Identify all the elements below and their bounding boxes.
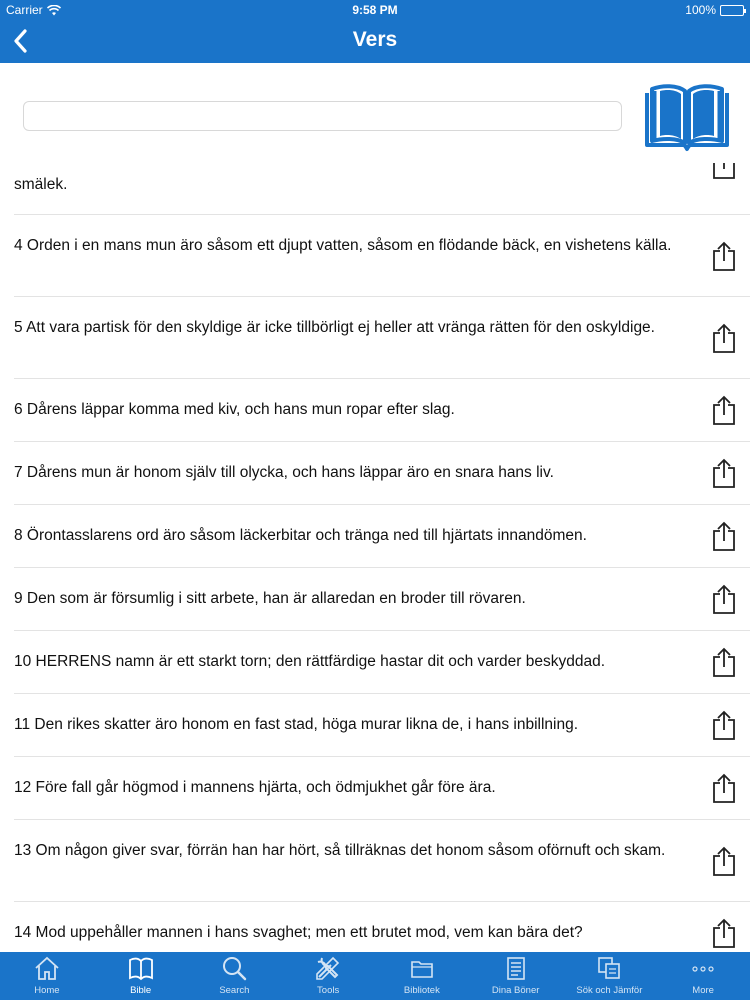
verse-text: 7 Dårens mun är honom själv till olycka, och hans läppar äro en snara hans liv. [14,464,554,481]
verse-row[interactable] [14,297,750,379]
battery-indicator [685,3,744,17]
verse-text: 10 HERRENS namn är ett starkt torn; den rättfärdige hastar dit och varder beskyddad. [14,653,606,670]
tab-bar [0,952,750,1000]
tab-bibliotek[interactable] [375,952,469,1000]
status-bar [0,0,750,20]
tab-home[interactable] [0,952,94,1000]
verse-row[interactable] [14,442,750,505]
more-icon [689,954,717,982]
notes-icon [502,954,530,982]
share-icon[interactable] [712,773,736,803]
compare-icon [595,954,623,982]
tab-label: More [692,985,714,996]
tab-label: Home [34,985,60,996]
verse-row[interactable] [14,694,750,757]
bible-icon [127,954,155,982]
carrier-label: Carrier [6,3,43,17]
share-icon[interactable] [712,458,736,488]
verse-text: 5 Att vara partisk för den skyldige är icke tillbörligt ej heller att vränga rätten för den oskyldige. [14,319,655,336]
verse-row[interactable] [14,215,750,297]
tab-sok-och-jamfor[interactable] [563,952,657,1000]
verse-row[interactable] [14,568,750,631]
verse-text: 13 Om någon giver svar, förrän han har hört, så tillräknas det honom såsom oförnuft och skam. [14,842,666,859]
tab-label: Bibliotek [403,985,440,996]
share-icon[interactable] [712,584,736,614]
home-icon [33,954,61,982]
tab-label: Bible [130,985,152,996]
verse-row[interactable] [14,505,750,568]
verse-text: 11 Den rikes skatter äro honom en fast stad, höga murar likna de, i hans inbillning. [14,716,579,733]
tab-label: Tools [317,985,340,996]
battery-percent: 100% [685,3,716,17]
folder-icon [408,954,436,982]
tab-label: Search [219,985,250,996]
tab-bible[interactable] [94,952,188,1000]
verse-text: smälek. [14,176,68,193]
verse-text: 9 Den som är försumlig i sitt arbete, han är allaredan en broder till rövaren. [14,590,526,607]
verse-text: 4 Orden i en mans mun äro såsom ett djupt vatten, såsom en flödande bäck, en vishetens källa. [14,237,672,254]
verse-text: 14 Mod uppehåller mannen i hans svaghet; men ett brutet mod, vem kan bära det? [14,924,583,941]
verse-row[interactable] [14,163,750,215]
tab-dina-boner[interactable] [469,952,563,1000]
share-icon[interactable] [712,323,736,353]
tools-icon [314,954,342,982]
share-icon[interactable] [712,647,736,677]
page-title: Vers [352,28,398,51]
verse-row[interactable] [14,820,750,902]
tab-label: Dina Böner [491,985,540,996]
status-time: 9:58 PM [352,3,398,17]
battery-icon [720,5,744,16]
tab-tools[interactable] [281,952,375,1000]
share-icon[interactable] [712,395,736,425]
share-icon[interactable] [712,521,736,551]
share-icon[interactable] [712,241,736,271]
open-book-button[interactable] [643,83,731,153]
search-icon [220,954,248,982]
verse-row[interactable] [14,757,750,820]
verse-row[interactable] [14,379,750,442]
verse-list[interactable] [0,163,750,952]
share-icon[interactable] [712,163,736,179]
verse-text: 12 Före fall går högmod i mannens hjärta, och ödmjukhet går före ära. [14,779,496,796]
tab-more[interactable] [656,952,750,1000]
tab-search[interactable] [188,952,282,1000]
share-icon[interactable] [712,918,736,948]
verse-row[interactable] [14,631,750,694]
search-area [0,63,750,163]
verse-row[interactable] [14,902,750,952]
search-input[interactable] [23,101,622,131]
tab-label: Sök och Jämför [576,985,643,996]
share-icon[interactable] [712,710,736,740]
open-book-icon [643,83,731,153]
share-icon[interactable] [712,846,736,876]
verse-text: 6 Dårens läppar komma med kiv, och hans mun ropar efter slag. [14,401,455,418]
verse-text: 8 Örontasslarens ord äro såsom läckerbitar och tränga ned till hjärtats innandömen. [14,527,587,544]
navigation-bar [0,20,750,63]
